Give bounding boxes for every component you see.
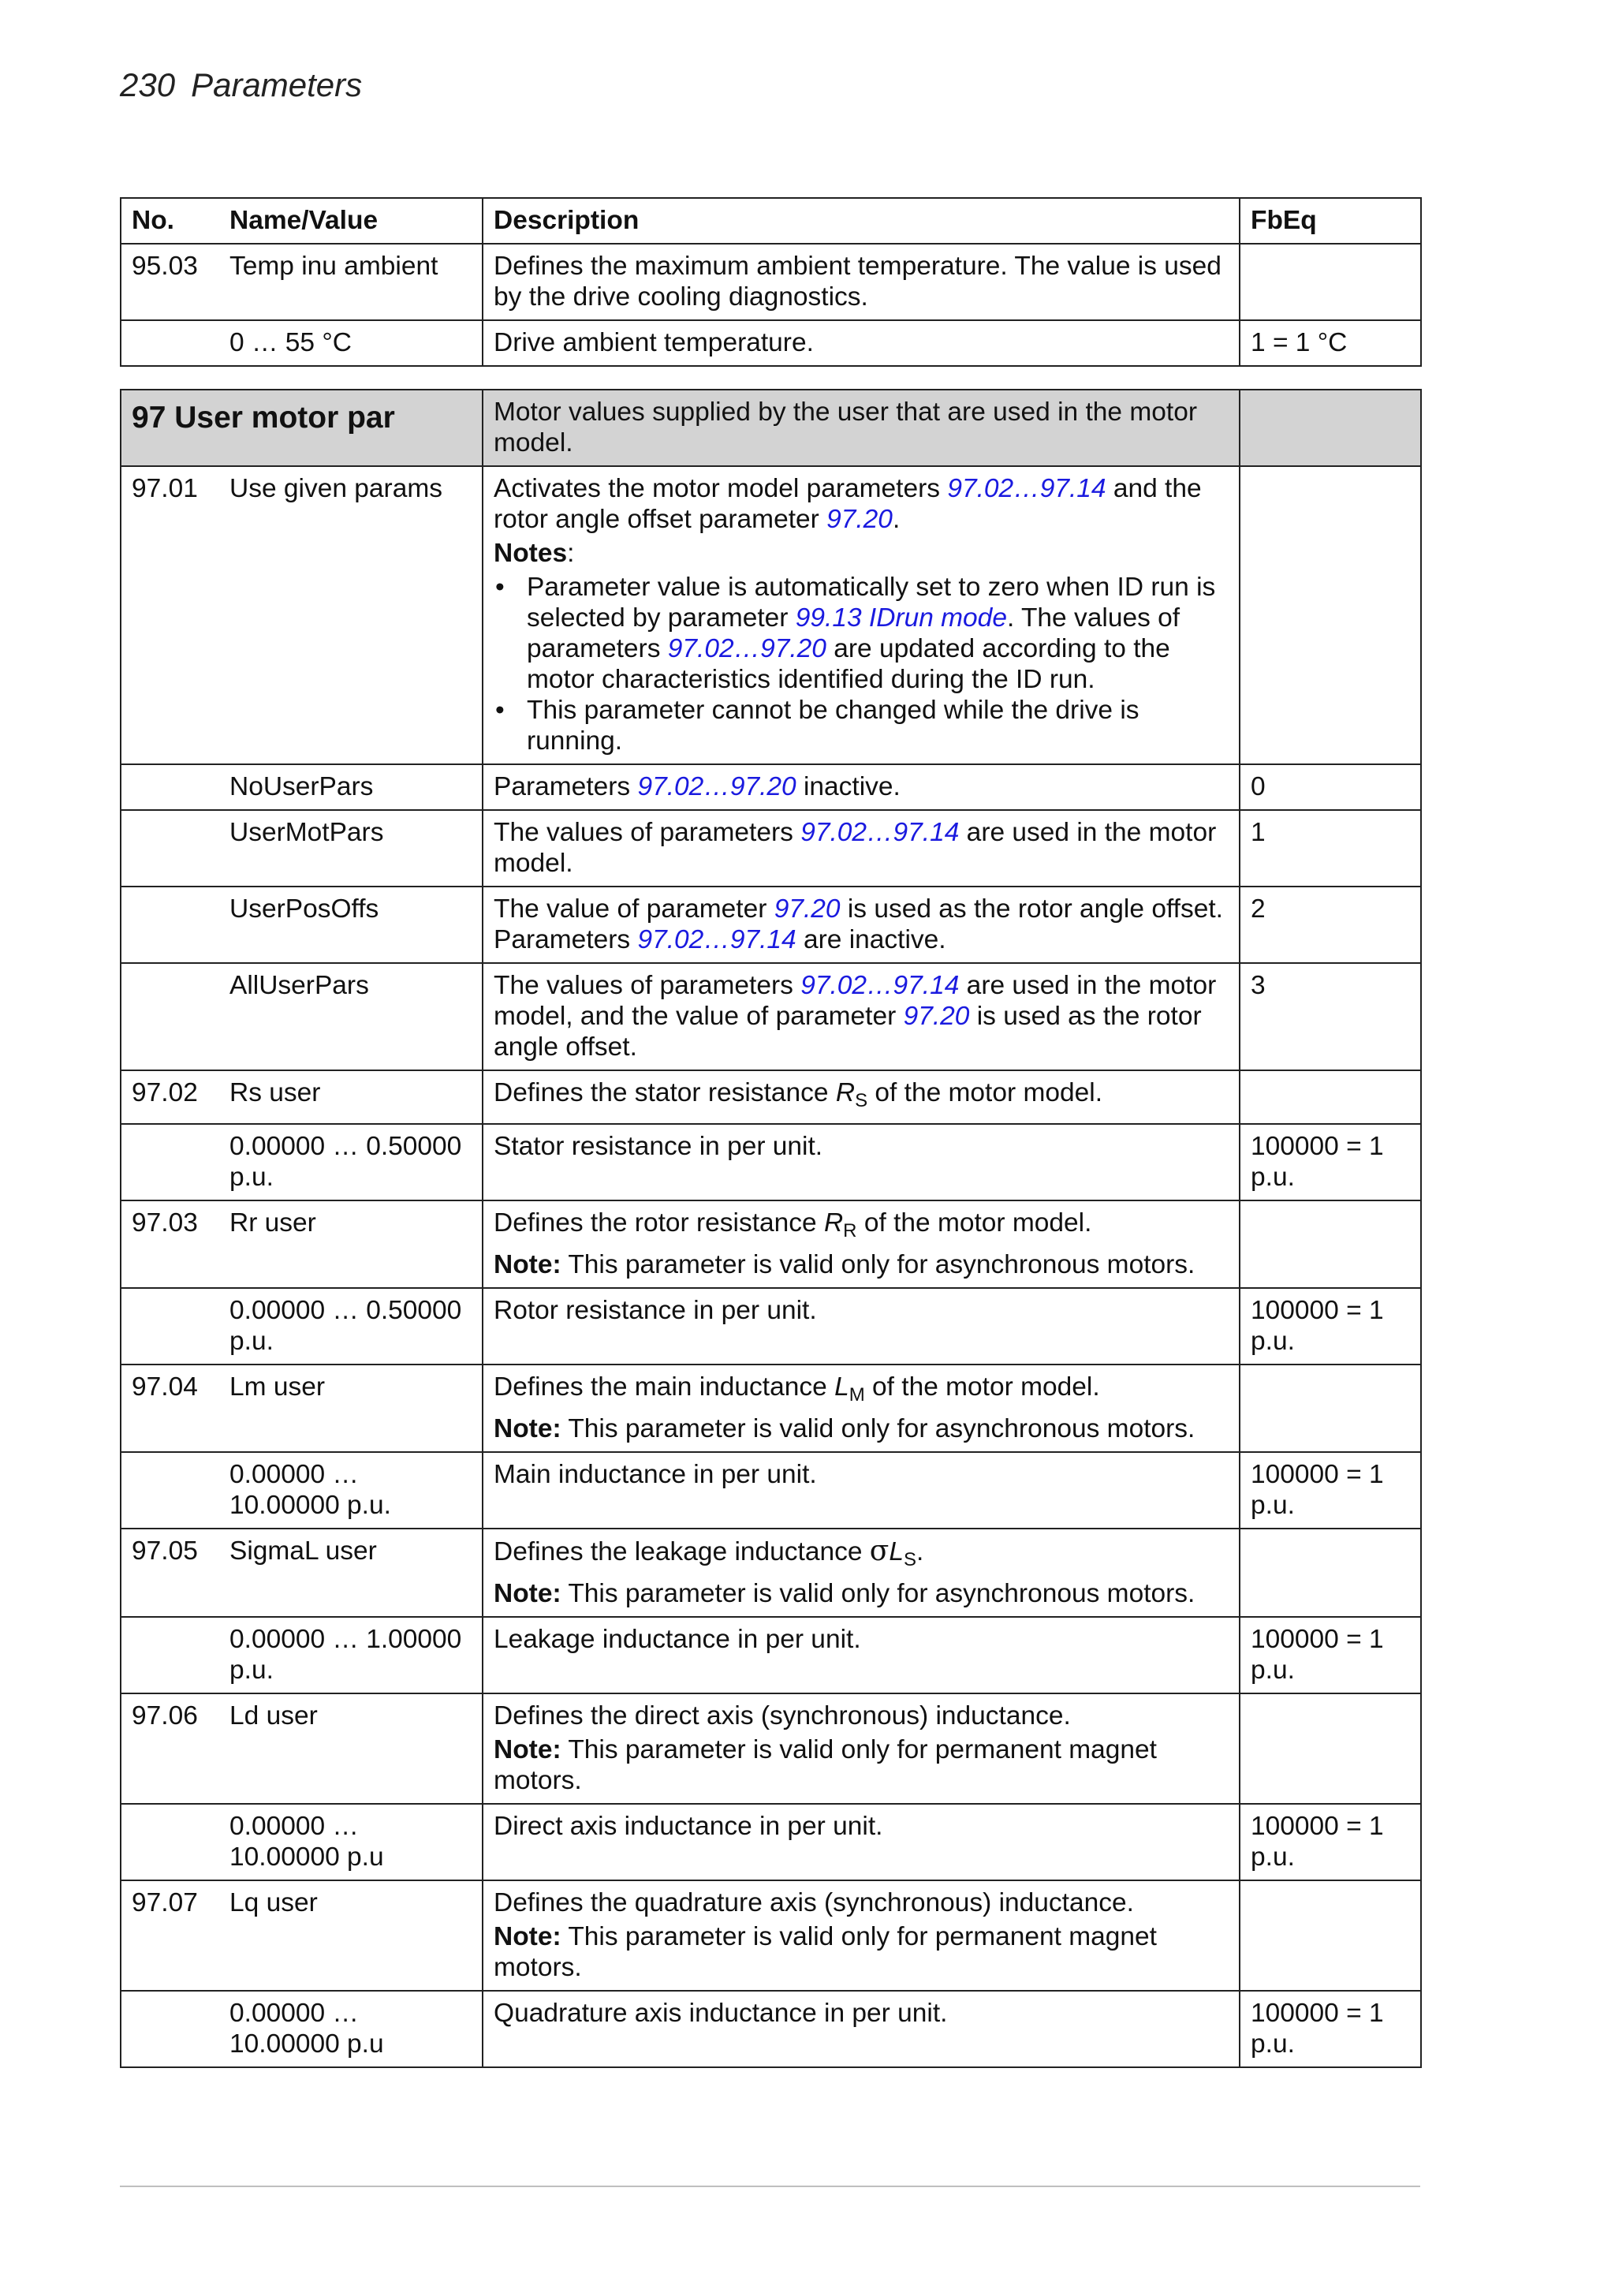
notes-heading: Notes: <box>494 539 575 568</box>
param-description: Defines the quadrature axis (synchronous) inductance. Note: This parameter is valid only for permanent magnet motors. <box>483 1880 1240 1991</box>
table-row <box>121 1288 1421 1365</box>
param-link[interactable]: 97.20 <box>903 1002 970 1031</box>
parameter-table-95 <box>120 197 1422 367</box>
param-description: Defines the maximum ambient temperature. The value is used by the drive cooling diagnostics. <box>483 244 1240 320</box>
value-description: Main inductance in per unit. <box>483 1452 1240 1529</box>
page-number: 230 <box>120 66 176 103</box>
parameter-table-97 <box>120 389 1422 2068</box>
param-link[interactable]: 97.02 <box>637 925 704 954</box>
param-link[interactable]: 97.02 <box>947 474 1014 503</box>
param-no: 97.02 <box>121 1070 219 1124</box>
col-header-name: Name/Value <box>219 198 483 244</box>
param-name: Ld user <box>219 1693 483 1804</box>
param-link[interactable]: 97.02 <box>800 971 867 1000</box>
param-description: Defines the main inductance $L_M$ of the motor model. Note: This parameter is valid only for asynchronous motors. <box>483 1365 1240 1452</box>
param-name: Temp inu ambient <box>219 244 483 320</box>
note: Note: This parameter is valid only for asynchronous motors. <box>494 1579 1195 1608</box>
value-name: UserMotPars <box>219 810 483 887</box>
symbol: L <box>889 1537 904 1566</box>
section-title: Parameters <box>191 66 363 103</box>
param-link[interactable]: 97.14 <box>893 971 960 1000</box>
param-link[interactable]: 97.02 <box>667 634 734 663</box>
table-row <box>121 1693 1421 1804</box>
list-item: • Parameter value is automatically set to zero when ID run is selected by parameter 99.13 IDrun mode. The values of parameters 97.02…97.20 are updated according to the motor characteristics identified during the ID run. <box>495 573 1216 694</box>
note: Note: This parameter is valid only for permanent magnet motors. <box>494 1735 1157 1795</box>
value-fbeq: 100000 = 1 p.u. <box>1240 1452 1421 1529</box>
value-fbeq: 1 = 1 °C <box>1240 320 1421 366</box>
value-range: 0.00000 … 0.50000 p.u. <box>219 1288 483 1365</box>
param-description: Defines the direct axis (synchronous) inductance. Note: This parameter is valid only for permanent magnet motors. <box>483 1693 1240 1804</box>
param-no: 97.07 <box>121 1880 219 1991</box>
param-link[interactable]: 97.14 <box>893 818 960 847</box>
sigma-symbol: σ <box>869 1535 890 1567</box>
note: Note: This parameter is valid only for asynchronous motors. <box>494 1250 1195 1279</box>
param-no: 97.03 <box>121 1200 219 1288</box>
param-fbeq <box>1240 244 1421 320</box>
param-description: Defines the stator resistance $R_S$ of the motor model. <box>483 1070 1240 1124</box>
page-header <box>120 66 362 104</box>
param-link[interactable]: 97.02 <box>637 772 704 801</box>
value-description: Drive ambient temperature. <box>483 320 1240 366</box>
param-no: 97.05 <box>121 1529 219 1617</box>
param-no: 97.06 <box>121 1693 219 1804</box>
value-fbeq: 0 <box>1240 764 1421 810</box>
value-range: 0.00000 … 0.50000 p.u. <box>219 1124 483 1200</box>
param-name: Lm user <box>219 1365 483 1452</box>
table-header-row <box>121 198 1421 244</box>
value-fbeq: 100000 = 1 p.u. <box>1240 1804 1421 1880</box>
table-row <box>121 1880 1421 1991</box>
param-name: Lq user <box>219 1880 483 1991</box>
value-description: The values of parameters 97.02…97.14 are used in the motor model, and the value of parameter 97.20 is used as the rotor angle offset. <box>483 963 1240 1070</box>
value-fbeq: 3 <box>1240 963 1421 1070</box>
value-description: Leakage inductance in per unit. <box>483 1617 1240 1693</box>
footer-divider <box>120 2186 1420 2187</box>
value-fbeq: 100000 = 1 p.u. <box>1240 1617 1421 1693</box>
table-row <box>121 887 1421 963</box>
table-row <box>121 1070 1421 1124</box>
value-fbeq: 100000 = 1 p.u. <box>1240 1991 1421 2067</box>
value-description: The values of parameters 97.02…97.14 are used in the motor model. <box>483 810 1240 887</box>
col-header-fbeq: FbEq <box>1240 198 1421 244</box>
value-range: 0 … 55 °C <box>219 320 483 366</box>
table-row <box>121 1617 1421 1693</box>
value-description: Direct axis inductance in per unit. <box>483 1804 1240 1880</box>
param-description: Defines the rotor resistance $R_R$ of the motor model. Note: This parameter is valid only for asynchronous motors. <box>483 1200 1240 1288</box>
param-link[interactable]: 99.13 IDrun mode <box>795 603 1007 633</box>
value-name: UserPosOffs <box>219 887 483 963</box>
note: Note: This parameter is valid only for asynchronous motors. <box>494 1414 1195 1443</box>
param-name: Rs user <box>219 1070 483 1124</box>
param-no: 97.04 <box>121 1365 219 1452</box>
value-name: NoUserPars <box>219 764 483 810</box>
value-description: Parameters 97.02…97.20 inactive. <box>483 764 1240 810</box>
table-row <box>121 466 1421 764</box>
col-header-no: No. <box>121 198 219 244</box>
table-row <box>121 320 1421 366</box>
value-fbeq: 1 <box>1240 810 1421 887</box>
param-no: 95.03 <box>121 244 219 320</box>
group-title-cell <box>121 390 483 466</box>
table-row <box>121 1452 1421 1529</box>
param-link[interactable]: 97.14 <box>1039 474 1106 503</box>
param-link[interactable]: 97.20 <box>774 894 841 924</box>
value-description: Rotor resistance in per unit. <box>483 1288 1240 1365</box>
table-row <box>121 1200 1421 1288</box>
group-header-row <box>121 390 1421 466</box>
table-row <box>121 963 1421 1070</box>
value-description: Quadrature axis inductance in per unit. <box>483 1991 1240 2067</box>
table-row <box>121 1529 1421 1617</box>
value-description: Stator resistance in per unit. <box>483 1124 1240 1200</box>
value-range: 0.00000 … 10.00000 p.u <box>219 1804 483 1880</box>
param-link[interactable]: 97.14 <box>729 925 796 954</box>
table-row <box>121 764 1421 810</box>
table-row <box>121 1804 1421 1880</box>
param-link[interactable]: 97.20 <box>729 772 796 801</box>
value-fbeq: 2 <box>1240 887 1421 963</box>
table-row <box>121 810 1421 887</box>
table-row <box>121 1991 1421 2067</box>
param-link[interactable]: 97.20 <box>760 634 826 663</box>
value-range: 0.00000 … 10.00000 p.u <box>219 1991 483 2067</box>
symbol: R <box>823 1208 844 1238</box>
param-description: Activates the motor model parameters 97.02…97.14 and the rotor angle offset parameter 97.20. Notes: • Parameter value is automatically set to zero when ID run is selected by parameter 99.13 IDrun mode. The values of parameters 97.02…97.20 are updated according to the motor characteristics identified during the ID run. • This parameter cannot be changed while the drive is running. <box>483 466 1240 764</box>
value-range: 0.00000 … 10.00000 p.u. <box>219 1452 483 1529</box>
param-name: Rr user <box>219 1200 483 1288</box>
group-description: Motor values supplied by the user that are used in the motor model. <box>483 390 1240 466</box>
table-row <box>121 244 1421 320</box>
param-link[interactable]: 97.02 <box>800 818 867 847</box>
note: Note: This parameter is valid only for permanent magnet motors. <box>494 1922 1157 1982</box>
value-description: The value of parameter 97.20 is used as the rotor angle offset. Parameters 97.02…97.14 are inactive. <box>483 887 1240 963</box>
param-name: Use given params <box>219 466 483 764</box>
param-no: 97.01 <box>121 466 219 764</box>
table-row <box>121 1365 1421 1452</box>
param-link[interactable]: 97.20 <box>826 505 893 534</box>
col-header-description: Description <box>483 198 1240 244</box>
value-fbeq: 100000 = 1 p.u. <box>1240 1288 1421 1365</box>
table-row <box>121 1124 1421 1200</box>
list-item: • This parameter cannot be changed while the drive is running. <box>495 696 1139 756</box>
symbol: R <box>835 1078 856 1107</box>
param-description: Defines the leakage inductance $\sigma L_S$. Note: This parameter is valid only for asynchronous motors. <box>483 1529 1240 1617</box>
group-title: 97 User motor par <box>132 401 395 435</box>
param-name: SigmaL user <box>219 1529 483 1617</box>
value-name: AllUserPars <box>219 963 483 1070</box>
symbol: L <box>834 1372 849 1402</box>
value-range: 0.00000 … 1.00000 p.u. <box>219 1617 483 1693</box>
value-fbeq: 100000 = 1 p.u. <box>1240 1124 1421 1200</box>
notes-list <box>494 572 1229 756</box>
